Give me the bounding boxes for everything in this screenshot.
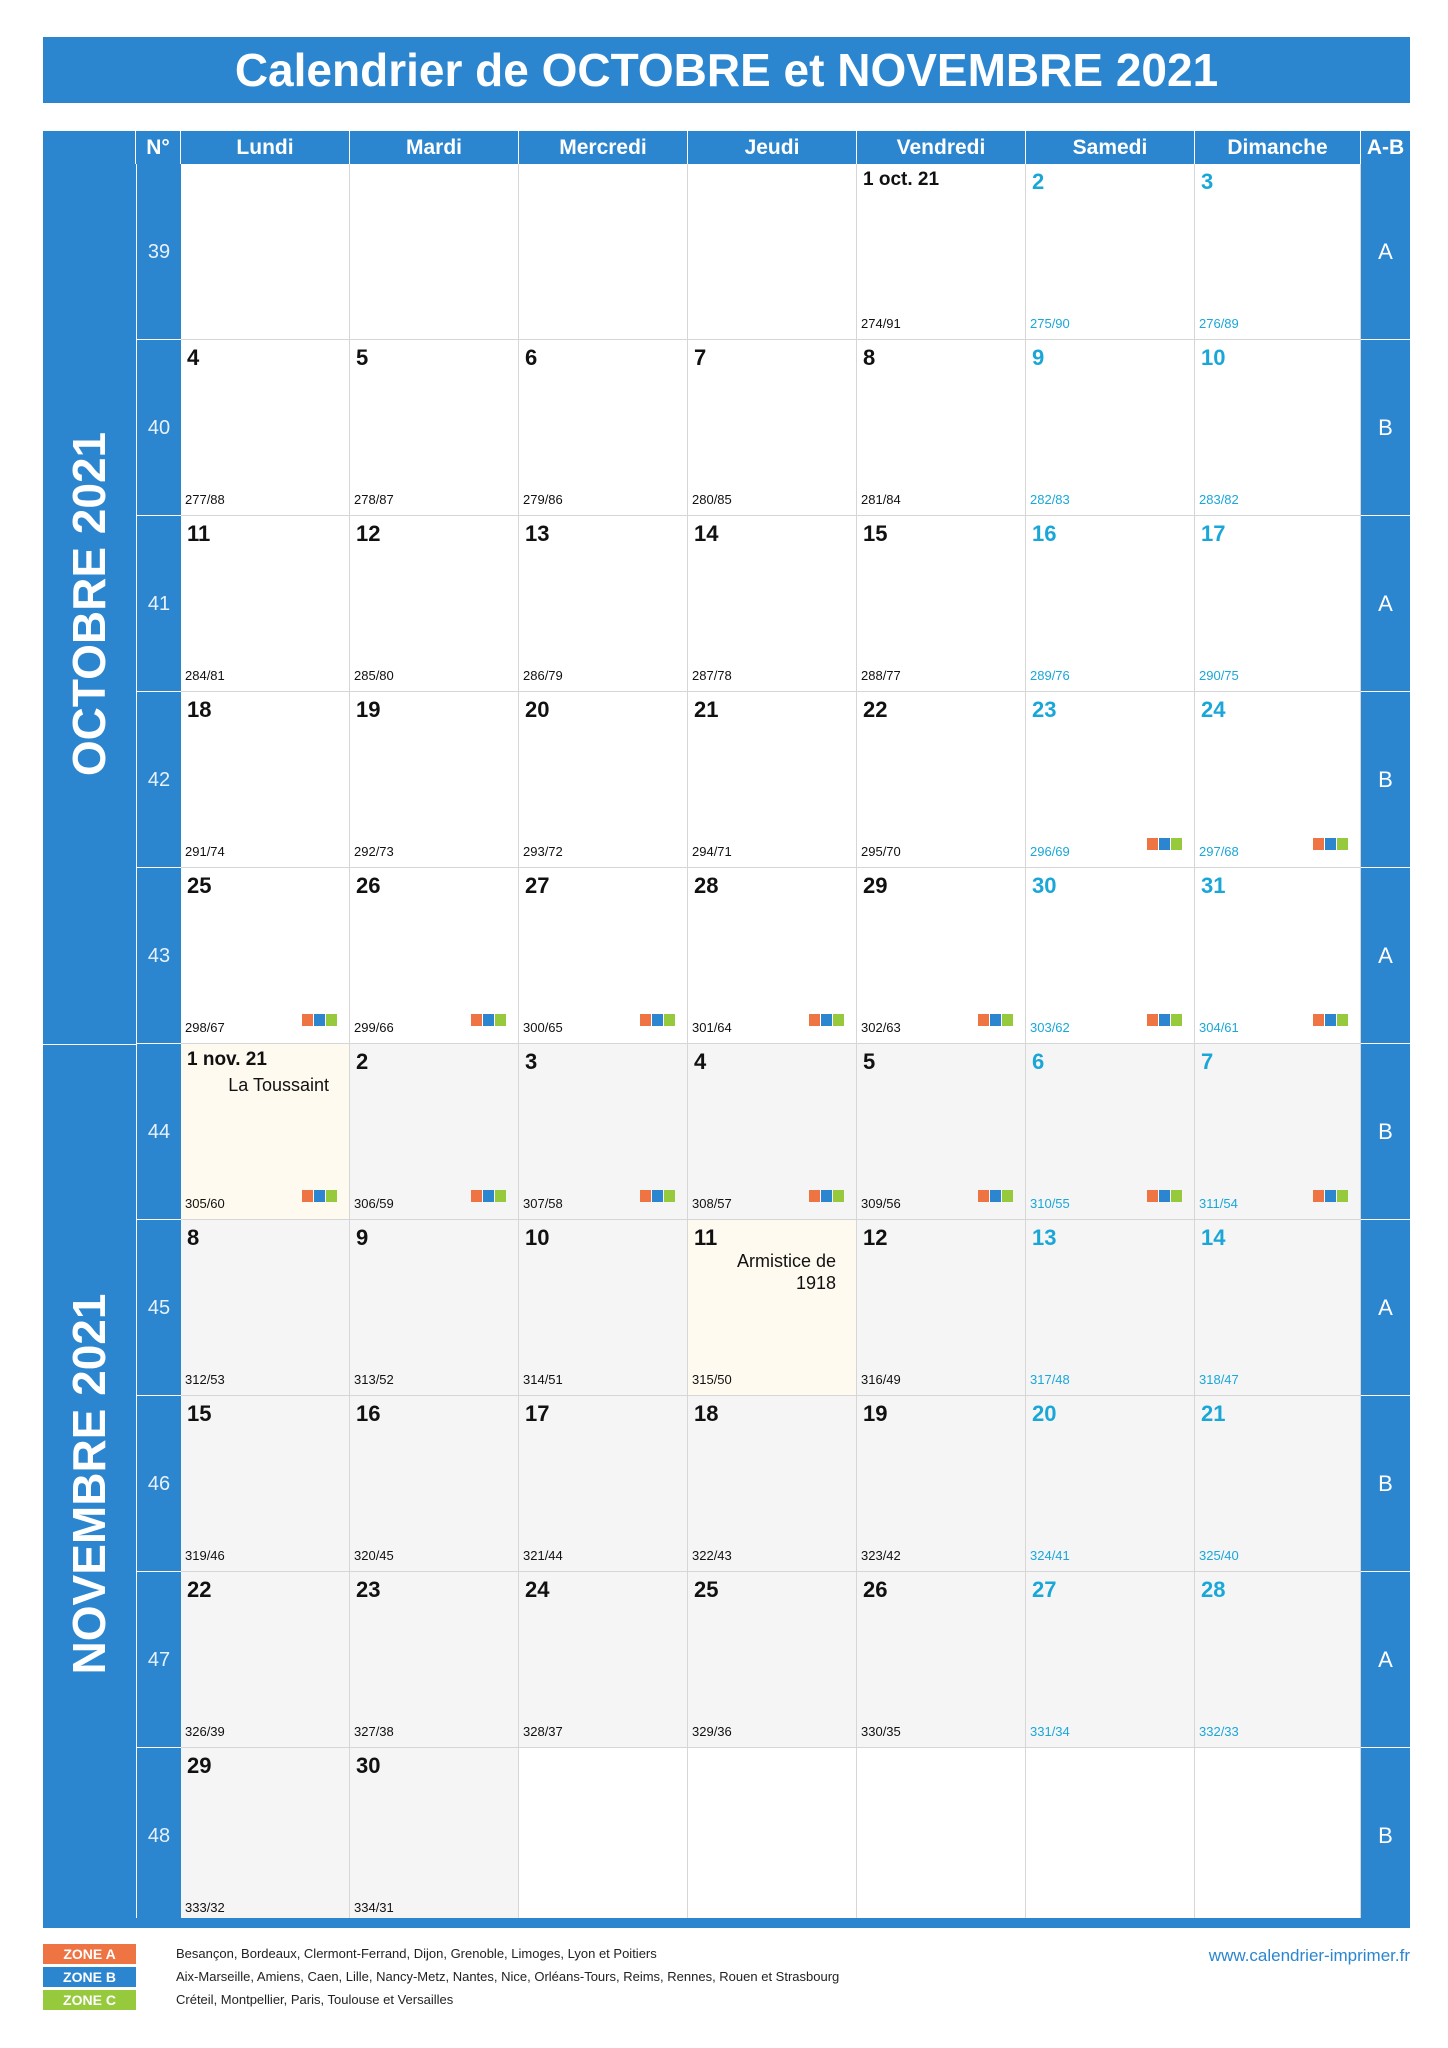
day-of-year-counter: 315/50 (692, 1372, 732, 1387)
day-cell[interactable] (857, 516, 1026, 692)
zone-c-marker (326, 1014, 337, 1026)
day-of-year-counter: 308/57 (692, 1196, 732, 1211)
day-cell[interactable] (688, 340, 857, 516)
zone-b-marker (1325, 1190, 1336, 1202)
day-number: 23 (356, 1577, 381, 1602)
week-number: 40 (136, 340, 181, 516)
day-cell[interactable] (181, 1044, 350, 1220)
day-number: 3 (525, 1049, 538, 1074)
day-of-year-counter: 329/36 (692, 1724, 732, 1739)
day-cell[interactable] (1195, 1044, 1361, 1220)
day-cell[interactable] (688, 1572, 857, 1748)
week-number: 48 (136, 1748, 181, 1924)
day-of-year-counter: 299/66 (354, 1020, 394, 1035)
day-cell[interactable] (181, 1396, 350, 1572)
day-cell[interactable] (1195, 340, 1361, 516)
school-holiday-zones (640, 1014, 675, 1026)
day-cell[interactable] (350, 692, 519, 868)
zone-b-marker (1159, 1014, 1170, 1026)
school-holiday-zones (302, 1190, 337, 1202)
school-holiday-zones (471, 1190, 506, 1202)
day-number: 15 (187, 1401, 212, 1426)
day-of-year-counter: 290/75 (1199, 668, 1239, 683)
zone-tag: ZONE C (43, 1990, 136, 2010)
day-of-year-counter: 286/79 (523, 668, 563, 683)
empty-cell (519, 164, 688, 340)
zone-a-marker (809, 1190, 820, 1202)
day-cell[interactable] (688, 692, 857, 868)
day-number: 22 (187, 1577, 212, 1602)
day-of-year-counter: 309/56 (861, 1196, 901, 1211)
day-number: 2 (356, 1049, 369, 1074)
day-of-year-counter: 303/62 (1030, 1020, 1070, 1035)
day-number: 17 (1201, 521, 1226, 546)
day-cell[interactable] (1026, 1396, 1195, 1572)
header-day-6: Dimanche (1195, 131, 1361, 164)
day-number: 28 (1201, 1577, 1226, 1602)
day-number: 9 (1032, 345, 1045, 370)
zone-tag: ZONE A (43, 1944, 136, 1964)
zone-c-marker (833, 1190, 844, 1202)
day-number: 25 (694, 1577, 719, 1602)
day-cell[interactable] (350, 516, 519, 692)
day-number: 28 (694, 873, 719, 898)
day-cell[interactable] (519, 692, 688, 868)
day-number: 14 (1201, 1225, 1226, 1250)
header-day-0: Lundi (181, 131, 350, 164)
day-of-year-counter: 316/49 (861, 1372, 901, 1387)
day-number: 12 (863, 1225, 888, 1250)
day-cell[interactable] (519, 868, 688, 1044)
zone-a-marker (640, 1014, 651, 1026)
day-cell[interactable] (181, 1748, 350, 1924)
day-of-year-counter: 275/90 (1030, 316, 1070, 331)
day-of-year-counter: 300/65 (523, 1020, 563, 1035)
day-number: 18 (187, 697, 212, 722)
day-of-year-counter: 289/76 (1030, 668, 1070, 683)
day-cell[interactable] (1026, 340, 1195, 516)
zone-a-marker (302, 1014, 313, 1026)
school-holiday-zones (809, 1190, 844, 1202)
empty-cell (688, 164, 857, 340)
day-of-year-counter: 334/31 (354, 1900, 394, 1915)
day-number: 24 (525, 1577, 550, 1602)
day-number: 11 (187, 521, 211, 546)
zone-c-marker (1171, 1014, 1182, 1026)
day-of-year-counter: 293/72 (523, 844, 563, 859)
week-number: 43 (136, 868, 181, 1044)
zone-c-marker (1337, 1014, 1348, 1026)
day-number: 12 (356, 521, 381, 546)
day-number: 10 (525, 1225, 550, 1250)
day-of-year-counter: 302/63 (861, 1020, 901, 1035)
day-of-year-counter: 320/45 (354, 1548, 394, 1563)
day-number: 30 (1032, 873, 1057, 898)
zone-cities: Aix-Marseille, Amiens, Caen, Lille, Nancy-Metz, Nantes, Nice, Orléans-Tours, Reims, Rennes, Rouen et Strasbourg (176, 1969, 840, 1984)
day-of-year-counter: 333/32 (185, 1900, 225, 1915)
day-number: 29 (863, 873, 888, 898)
school-holiday-zones (978, 1014, 1013, 1026)
school-holiday-zones (640, 1190, 675, 1202)
day-number: 14 (694, 521, 719, 546)
empty-cell (1026, 1748, 1195, 1924)
day-number: 8 (863, 345, 876, 370)
day-number: 22 (863, 697, 888, 722)
day-of-year-counter: 306/59 (354, 1196, 394, 1211)
day-cell[interactable] (181, 1572, 350, 1748)
holiday-name: Armistice de 1918 (736, 1251, 836, 1293)
day-cell[interactable] (181, 868, 350, 1044)
zone-cities: Créteil, Montpellier, Paris, Toulouse et Versailles (176, 1992, 454, 2007)
day-cell[interactable] (857, 1220, 1026, 1396)
header-day-3: Jeudi (688, 131, 857, 164)
day-cell[interactable] (857, 1396, 1026, 1572)
header-day-1: Mardi (350, 131, 519, 164)
day-of-year-counter: 330/35 (861, 1724, 901, 1739)
day-of-year-counter: 324/41 (1030, 1548, 1070, 1563)
day-cell[interactable] (1026, 164, 1195, 340)
day-number: 27 (1032, 1577, 1057, 1602)
zone-a-marker (809, 1014, 820, 1026)
day-number: 15 (863, 521, 888, 546)
bottom-bar (43, 1918, 1410, 1928)
ab-week-label: B (1361, 1748, 1410, 1924)
zone-tag: ZONE B (43, 1967, 136, 1987)
day-of-year-counter: 325/40 (1199, 1548, 1239, 1563)
day-number: 13 (1032, 1225, 1057, 1250)
day-number: 5 (863, 1049, 876, 1074)
zone-b-marker (821, 1190, 832, 1202)
empty-cell (519, 1748, 688, 1924)
month-label: OCTOBRE 2021 (63, 431, 115, 777)
day-number: 21 (1201, 1401, 1226, 1426)
zone-c-marker (495, 1190, 506, 1202)
day-cell[interactable] (1026, 1044, 1195, 1220)
day-number: 4 (694, 1049, 707, 1074)
school-holiday-zones (809, 1014, 844, 1026)
day-number: 7 (1201, 1049, 1214, 1074)
day-of-year-counter: 276/89 (1199, 316, 1239, 331)
day-number: 3 (1201, 169, 1214, 194)
ab-week-label: A (1361, 164, 1410, 340)
day-number: 16 (1032, 521, 1057, 546)
day-cell[interactable] (1195, 516, 1361, 692)
day-of-year-counter: 332/33 (1199, 1724, 1239, 1739)
day-of-year-counter: 297/68 (1199, 844, 1239, 859)
zone-c-marker (1171, 838, 1182, 850)
day-cell[interactable] (688, 1044, 857, 1220)
day-cell[interactable] (181, 516, 350, 692)
day-number: 27 (525, 873, 550, 898)
day-cell[interactable] (857, 1572, 1026, 1748)
zone-b-marker (1325, 838, 1336, 850)
ab-week-label: B (1361, 692, 1410, 868)
week-number: 44 (136, 1044, 181, 1220)
empty-cell (857, 1748, 1026, 1924)
day-of-year-counter: 318/47 (1199, 1372, 1239, 1387)
zone-a-marker (1147, 1014, 1158, 1026)
day-cell[interactable] (519, 1044, 688, 1220)
day-number: 19 (356, 697, 381, 722)
day-number: 29 (187, 1753, 212, 1778)
day-cell[interactable] (1026, 868, 1195, 1044)
zone-a-marker (471, 1014, 482, 1026)
day-cell[interactable] (350, 1748, 519, 1924)
ab-week-label: B (1361, 340, 1410, 516)
day-of-year-counter: 291/74 (185, 844, 225, 859)
day-number: 20 (525, 697, 550, 722)
ab-week-label: B (1361, 1396, 1410, 1572)
header-day-2: Mercredi (519, 131, 688, 164)
day-number: 1 oct. 21 (863, 169, 940, 190)
zone-b-marker (821, 1014, 832, 1026)
school-holiday-zones (1313, 1014, 1348, 1026)
school-holiday-zones (302, 1014, 337, 1026)
day-cell[interactable] (857, 692, 1026, 868)
day-cell[interactable] (519, 1220, 688, 1396)
ab-week-label: A (1361, 516, 1410, 692)
day-of-year-counter: 317/48 (1030, 1372, 1070, 1387)
school-holiday-zones (1147, 1190, 1182, 1202)
zone-c-marker (495, 1014, 506, 1026)
day-of-year-counter: 292/73 (354, 844, 394, 859)
day-of-year-counter: 301/64 (692, 1020, 732, 1035)
day-cell[interactable] (688, 1220, 857, 1396)
week-number: 46 (136, 1396, 181, 1572)
day-number: 11 (694, 1225, 718, 1250)
day-cell[interactable] (688, 516, 857, 692)
day-number: 19 (863, 1401, 888, 1426)
zone-b-marker (483, 1014, 494, 1026)
empty-cell (181, 164, 350, 340)
zone-b-marker (314, 1190, 325, 1202)
zone-b-marker (652, 1014, 663, 1026)
ab-week-label: A (1361, 1572, 1410, 1748)
zone-c-marker (1002, 1190, 1013, 1202)
zone-c-marker (1002, 1014, 1013, 1026)
day-cell[interactable] (519, 340, 688, 516)
day-cell[interactable] (1026, 1220, 1195, 1396)
day-cell[interactable] (1195, 1220, 1361, 1396)
day-of-year-counter: 326/39 (185, 1724, 225, 1739)
day-cell[interactable] (1195, 1396, 1361, 1572)
day-of-year-counter: 327/38 (354, 1724, 394, 1739)
day-of-year-counter: 331/34 (1030, 1724, 1070, 1739)
day-cell[interactable] (181, 1220, 350, 1396)
zone-cities: Besançon, Bordeaux, Clermont-Ferrand, Dijon, Grenoble, Limoges, Lyon et Poitiers (176, 1946, 657, 1961)
day-of-year-counter: 311/54 (1199, 1196, 1238, 1211)
school-holiday-zones (978, 1190, 1013, 1202)
day-cell[interactable] (688, 868, 857, 1044)
day-of-year-counter: 280/85 (692, 492, 732, 507)
day-of-year-counter: 304/61 (1199, 1020, 1239, 1035)
zone-a-marker (471, 1190, 482, 1202)
zone-a-marker (302, 1190, 313, 1202)
zone-c-marker (1171, 1190, 1182, 1202)
day-cell[interactable] (519, 1572, 688, 1748)
day-number: 5 (356, 345, 369, 370)
empty-cell (1195, 1748, 1361, 1924)
zone-a-marker (1147, 838, 1158, 850)
day-number: 30 (356, 1753, 381, 1778)
school-holiday-zones (1313, 1190, 1348, 1202)
header-day-4: Vendredi (857, 131, 1026, 164)
empty-cell (688, 1748, 857, 1924)
day-of-year-counter: 296/69 (1030, 844, 1070, 859)
zone-b-marker (1159, 838, 1170, 850)
day-of-year-counter: 295/70 (861, 844, 901, 859)
day-cell[interactable] (1026, 692, 1195, 868)
ab-week-label: A (1361, 1220, 1410, 1396)
day-cell[interactable] (1026, 516, 1195, 692)
day-number: 23 (1032, 697, 1057, 722)
ab-week-label: A (1361, 868, 1410, 1044)
day-cell[interactable] (350, 1220, 519, 1396)
zone-a-marker (640, 1190, 651, 1202)
zone-c-marker (1337, 838, 1348, 850)
day-number: 1 nov. 21 (187, 1049, 267, 1070)
week-number: 41 (136, 516, 181, 692)
day-cell[interactable] (350, 1396, 519, 1572)
day-number: 25 (187, 873, 212, 898)
day-number: 24 (1201, 697, 1226, 722)
day-of-year-counter: 294/71 (692, 844, 732, 859)
holiday-name: La Toussaint (228, 1075, 329, 1095)
day-of-year-counter: 281/84 (861, 492, 901, 507)
day-number: 7 (694, 345, 707, 370)
empty-cell (350, 164, 519, 340)
day-number: 6 (525, 345, 538, 370)
week-number: 45 (136, 1220, 181, 1396)
zone-c-marker (664, 1014, 675, 1026)
week-number: 47 (136, 1572, 181, 1748)
day-number: 9 (356, 1225, 369, 1250)
zone-b-marker (1159, 1190, 1170, 1202)
zone-a-marker (1147, 1190, 1158, 1202)
day-number: 2 (1032, 169, 1045, 194)
day-cell[interactable] (350, 1044, 519, 1220)
day-of-year-counter: 283/82 (1199, 492, 1239, 507)
day-cell[interactable] (350, 868, 519, 1044)
day-of-year-counter: 307/58 (523, 1196, 563, 1211)
day-number: 10 (1201, 345, 1226, 370)
day-of-year-counter: 279/86 (523, 492, 563, 507)
day-of-year-counter: 313/52 (354, 1372, 394, 1387)
zone-a-marker (1313, 838, 1324, 850)
day-number: 21 (694, 697, 719, 722)
day-of-year-counter: 321/44 (523, 1548, 563, 1563)
zone-b-marker (483, 1190, 494, 1202)
day-cell[interactable] (857, 1044, 1026, 1220)
school-holiday-zones (471, 1014, 506, 1026)
header-ab: A-B (1361, 131, 1410, 164)
day-of-year-counter: 319/46 (185, 1548, 225, 1563)
day-number: 8 (187, 1225, 200, 1250)
day-of-year-counter: 274/91 (861, 316, 901, 331)
day-number: 26 (356, 873, 381, 898)
day-number: 6 (1032, 1049, 1045, 1074)
day-cell[interactable] (181, 692, 350, 868)
day-of-year-counter: 322/43 (692, 1548, 732, 1563)
day-number: 18 (694, 1401, 719, 1426)
day-cell[interactable] (857, 340, 1026, 516)
day-cell[interactable] (1195, 692, 1361, 868)
header-day-5: Samedi (1026, 131, 1195, 164)
day-of-year-counter: 278/87 (354, 492, 394, 507)
zone-b-marker (990, 1014, 1001, 1026)
zone-b-marker (652, 1190, 663, 1202)
zone-a-marker (978, 1190, 989, 1202)
day-of-year-counter: 284/81 (185, 668, 225, 683)
day-cell[interactable] (688, 1396, 857, 1572)
zone-c-marker (833, 1014, 844, 1026)
day-cell[interactable] (1195, 164, 1361, 340)
zone-c-marker (326, 1190, 337, 1202)
day-cell[interactable] (1026, 1572, 1195, 1748)
calendar-title: Calendrier de OCTOBRE et NOVEMBRE 2021 (43, 37, 1410, 103)
zone-a-marker (1313, 1014, 1324, 1026)
week-number: 42 (136, 692, 181, 868)
zone-b-marker (1325, 1014, 1336, 1026)
day-number: 20 (1032, 1401, 1057, 1426)
day-of-year-counter: 288/77 (861, 668, 901, 683)
zone-c-marker (1337, 1190, 1348, 1202)
day-cell[interactable] (519, 516, 688, 692)
zone-b-marker (314, 1014, 325, 1026)
school-holiday-zones (1147, 838, 1182, 850)
school-holiday-zones (1147, 1014, 1182, 1026)
week-number: 39 (136, 164, 181, 340)
day-cell[interactable] (1195, 868, 1361, 1044)
day-of-year-counter: 282/83 (1030, 492, 1070, 507)
school-holiday-zones (1313, 838, 1348, 850)
zone-b-marker (990, 1190, 1001, 1202)
day-of-year-counter: 323/42 (861, 1548, 901, 1563)
month-label: NOVEMBRE 2021 (63, 1293, 115, 1675)
ab-week-label: B (1361, 1044, 1410, 1220)
day-cell[interactable] (181, 340, 350, 516)
day-number: 13 (525, 521, 550, 546)
website-link[interactable]: www.calendrier-imprimer.fr (1208, 1946, 1410, 1965)
day-cell[interactable] (857, 164, 1026, 340)
day-cell[interactable] (519, 1396, 688, 1572)
day-number: 17 (525, 1401, 550, 1426)
day-number: 31 (1201, 873, 1226, 898)
day-of-year-counter: 328/37 (523, 1724, 563, 1739)
zone-a-marker (1313, 1190, 1324, 1202)
day-of-year-counter: 277/88 (185, 492, 225, 507)
zone-c-marker (664, 1190, 675, 1202)
day-cell[interactable] (1195, 1572, 1361, 1748)
day-cell[interactable] (350, 340, 519, 516)
day-number: 26 (863, 1577, 888, 1602)
day-of-year-counter: 310/55 (1030, 1196, 1070, 1211)
zone-a-marker (978, 1014, 989, 1026)
day-number: 4 (187, 345, 200, 370)
day-cell[interactable] (857, 868, 1026, 1044)
day-of-year-counter: 298/67 (185, 1020, 225, 1035)
day-of-year-counter: 305/60 (185, 1196, 225, 1211)
header-week-number: N° (136, 131, 181, 164)
day-of-year-counter: 314/51 (523, 1372, 563, 1387)
header-blank (43, 131, 136, 164)
day-of-year-counter: 285/80 (354, 668, 394, 683)
day-cell[interactable] (350, 1572, 519, 1748)
day-of-year-counter: 287/78 (692, 668, 732, 683)
day-of-year-counter: 312/53 (185, 1372, 225, 1387)
day-number: 16 (356, 1401, 381, 1426)
